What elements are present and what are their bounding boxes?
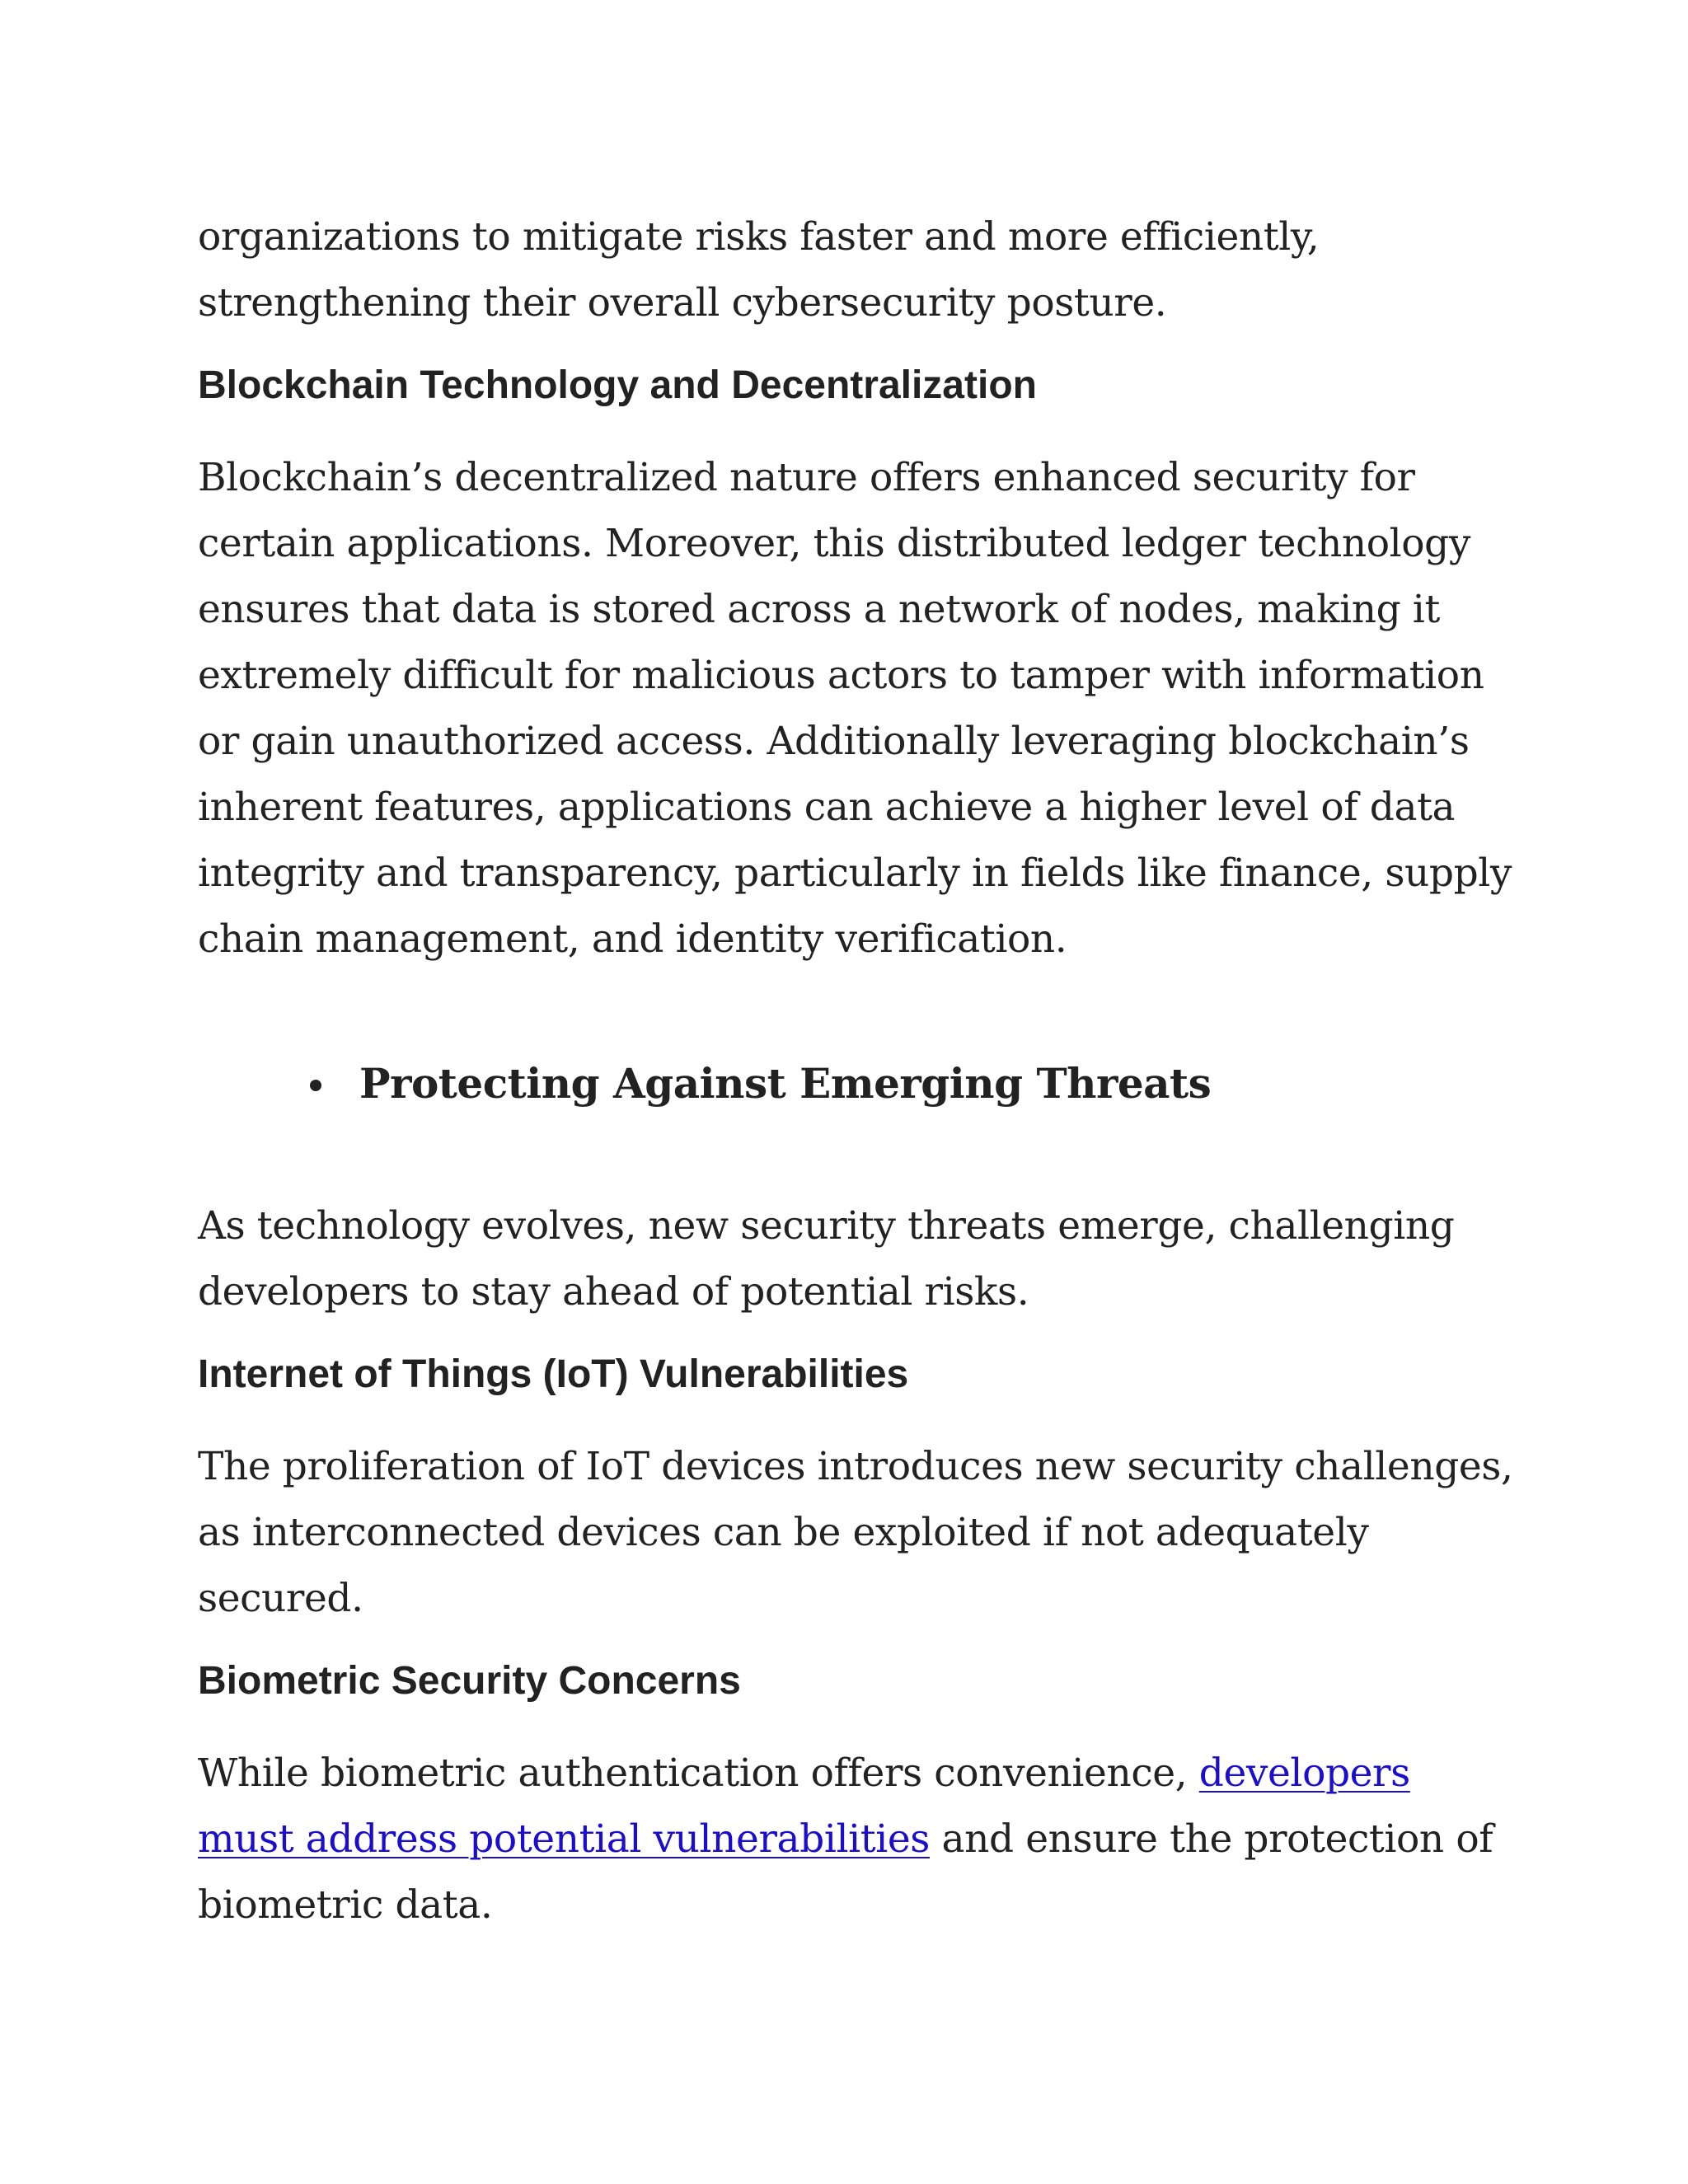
biometric-text-after-link: and ensure the protection of biometric data.	[198, 1816, 1493, 1928]
bullet-dot-icon	[310, 1080, 321, 1091]
biometric-heading: Biometric Security Concerns	[198, 1659, 741, 1703]
iot-heading: Internet of Things (IoT) Vulnerabilities	[198, 1352, 909, 1396]
emerging-threats-heading: Protecting Against Emerging Threats	[359, 1059, 1212, 1108]
biometric-text-before-link: While biometric authentication offers convenience,	[198, 1750, 1199, 1796]
emerging-threats-bullet	[198, 1055, 1517, 1113]
section-bullet-list	[198, 1055, 1517, 1113]
emerging-threats-paragraph: As technology evolves, new security threats emerge, challenging developers to stay ahead of potential risks.	[198, 1203, 1455, 1315]
blockchain-heading: Blockchain Technology and Decentralization	[198, 363, 1037, 407]
iot-paragraph: The proliferation of IoT devices introduces new security challenges, as interconnected devices can be exploited if not adequately secured.	[198, 1444, 1513, 1621]
intro-paragraph-tail: organizations to mitigate risks faster and more efficiently, strengthening their overall cybersecurity posture.	[198, 214, 1320, 326]
document-content	[198, 204, 1517, 1938]
biometric-paragraph	[198, 1741, 1517, 1938]
blockchain-paragraph: Blockchain’s decentralized nature offers enhanced security for certain applications. Moreover, this distributed ledger technology ensures that data is stored across a network of nodes, making it extremely difficult for malicious actors to tamper with information or gain unauthorized access. Additionally leveraging blockchain’s inherent features, applications can achieve a higher level of data integrity and transparency, particularly in fields like finance, supply chain management, and identity verification.	[198, 455, 1512, 962]
vulnerabilities-link[interactable]: developers must address potential vulnerabilities	[198, 1750, 1410, 1862]
